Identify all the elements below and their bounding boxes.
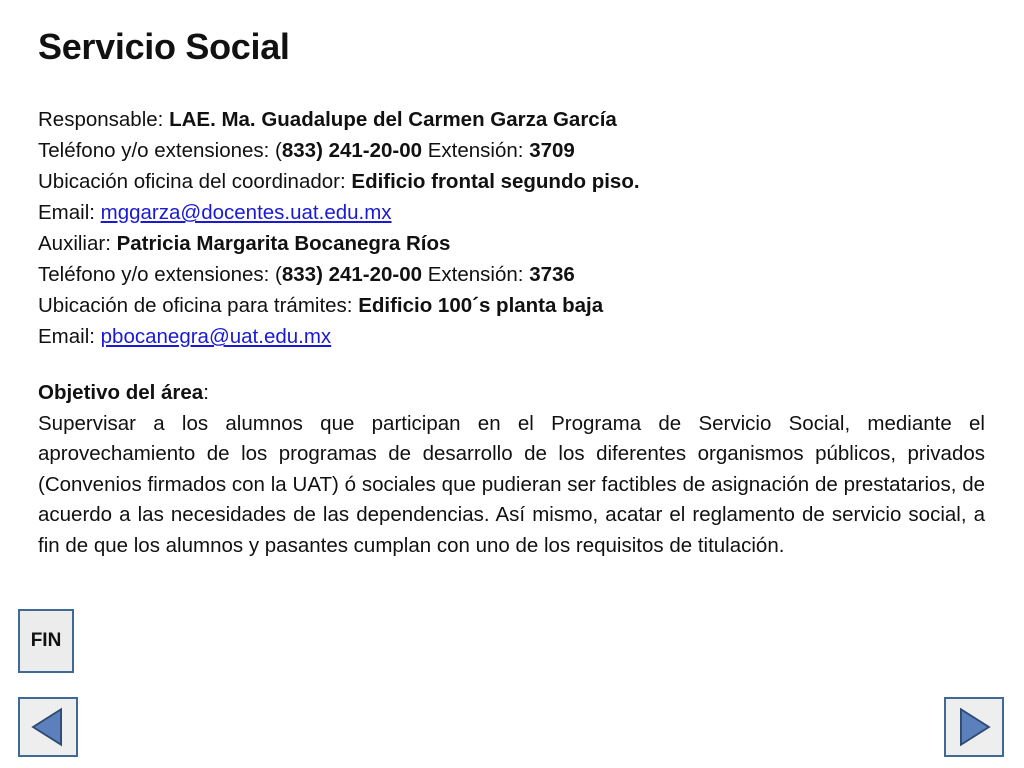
email-link[interactable]: mggarza@docentes.uat.edu.mx <box>100 201 392 224</box>
telefono-number: 833) 241-20-00 <box>281 263 423 286</box>
email-label: Email: <box>38 325 101 348</box>
extension-value: 3736 <box>529 263 575 286</box>
email-link[interactable]: pbocanegra@uat.edu.mx <box>100 325 332 348</box>
telefono-label: Teléfono y/o extensiones: ( <box>38 139 282 162</box>
previous-button[interactable] <box>18 697 78 757</box>
fin-button[interactable]: FIN <box>18 609 74 673</box>
responsable-value: LAE. Ma. Guadalupe del Carmen Garza García <box>169 108 617 131</box>
ubicacion-label: Ubicación de oficina para trámites: <box>38 294 359 317</box>
responsable-line <box>38 104 988 135</box>
auxiliar-line <box>38 228 988 259</box>
triangle-right-icon <box>946 699 1002 755</box>
auxiliar-value: Patricia Margarita Bocanegra Ríos <box>116 232 451 255</box>
triangle-left-icon <box>20 699 76 755</box>
auxiliar-label: Auxiliar: <box>38 232 117 255</box>
objective-heading-line <box>38 378 985 409</box>
objective-section <box>38 378 985 561</box>
ubicacion-value: Edificio 100´s planta baja <box>358 294 604 317</box>
contact-info <box>38 104 988 352</box>
telefono-line-2 <box>38 259 988 290</box>
page-title: Servicio Social <box>38 26 290 67</box>
next-button[interactable] <box>944 697 1004 757</box>
ubicacion-line-2 <box>38 290 988 321</box>
telefono-label: Teléfono y/o extensiones: ( <box>38 263 282 286</box>
email-label: Email: <box>38 201 101 224</box>
telefono-line-1 <box>38 135 988 166</box>
telefono-number: 833) 241-20-00 <box>281 139 423 162</box>
extension-value: 3709 <box>529 139 575 162</box>
email-line-2 <box>38 321 988 352</box>
objective-colon: : <box>203 381 209 404</box>
responsable-label: Responsable: <box>38 108 170 131</box>
email-line-1 <box>38 197 988 228</box>
extension-label: Extensión: <box>422 263 530 286</box>
ubicacion-label: Ubicación oficina del coordinador: <box>38 170 352 193</box>
extension-label: Extensión: <box>422 139 530 162</box>
ubicacion-value: Edificio frontal segundo piso. <box>351 170 640 193</box>
objective-text: Supervisar a los alumnos que participan en el Programa de Servicio Social, mediante el aprovechamiento de los programas de desarrollo de los diferentes organismos públicos, privados (Convenios firmados con la UAT) ó sociales que pudieran ser factibles de asignación de prestatarios, de acuerdo a las necesidades de las dependencias. Así mismo, acatar el reglamento de servicio social, a fin de que los alumnos y pasantes cumplan con uno de los requisitos de titulación. <box>38 411 985 557</box>
ubicacion-line-1 <box>38 166 988 197</box>
objective-heading: Objetivo del área <box>38 381 204 404</box>
